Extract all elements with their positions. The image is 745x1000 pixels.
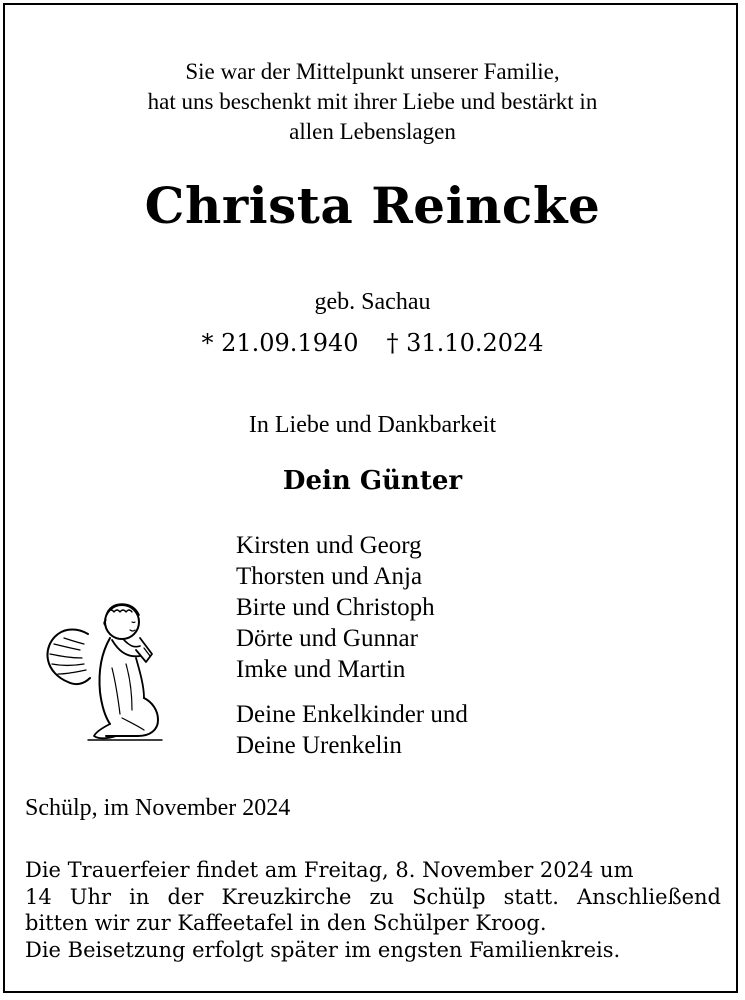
motto-line: Sie war der Mittelpunkt unserer Familie, [185,59,560,84]
info-line: bitten wir zur Kaffeetafel in den Schülper Kroog. [25,911,547,935]
notice-border [3,3,738,993]
deceased-name: Christa Reincke [144,176,601,235]
born-name: geb. Sachau [314,289,431,315]
list-item: Imke und Martin [236,656,406,683]
motto-line: allen Lebenslagen [289,119,456,144]
thanks-line: In Liebe und Dankbarkeit [248,412,497,438]
list-item: Birte und Christoph [236,594,435,621]
info-line: 14 Uhr in der Kreuzkirche zu Schülp statt. Anschließend [25,884,721,909]
life-dates [0,327,745,359]
funeral-info [25,857,721,963]
death-date: † 31.10.2024 [386,329,544,357]
info-line: Die Beisetzung erfolgt später im engsten Familienkreis. [25,937,621,962]
husband-name: Dein Günter [282,466,463,496]
motto [0,57,745,147]
list-item: Deine Urenkelin [236,732,402,759]
list-item: Thorsten und Anja [236,563,423,590]
list-item: Dörte und Gunnar [236,625,418,652]
kneeling-angel-icon [40,598,164,746]
birth-date: * 21.09.1940 [201,329,359,357]
list-item: Kirsten und Georg [236,532,422,559]
place-date: Schülp, im November 2024 [25,795,291,821]
list-item: Deine Enkelkinder und [236,701,468,728]
children-list [236,530,435,685]
grandchildren-list [236,699,468,761]
info-line: Die Trauerfeier findet am Freitag, 8. November 2024 um [25,858,634,882]
motto-line: hat uns beschenkt mit ihrer Liebe und bestärkt in [147,89,598,114]
